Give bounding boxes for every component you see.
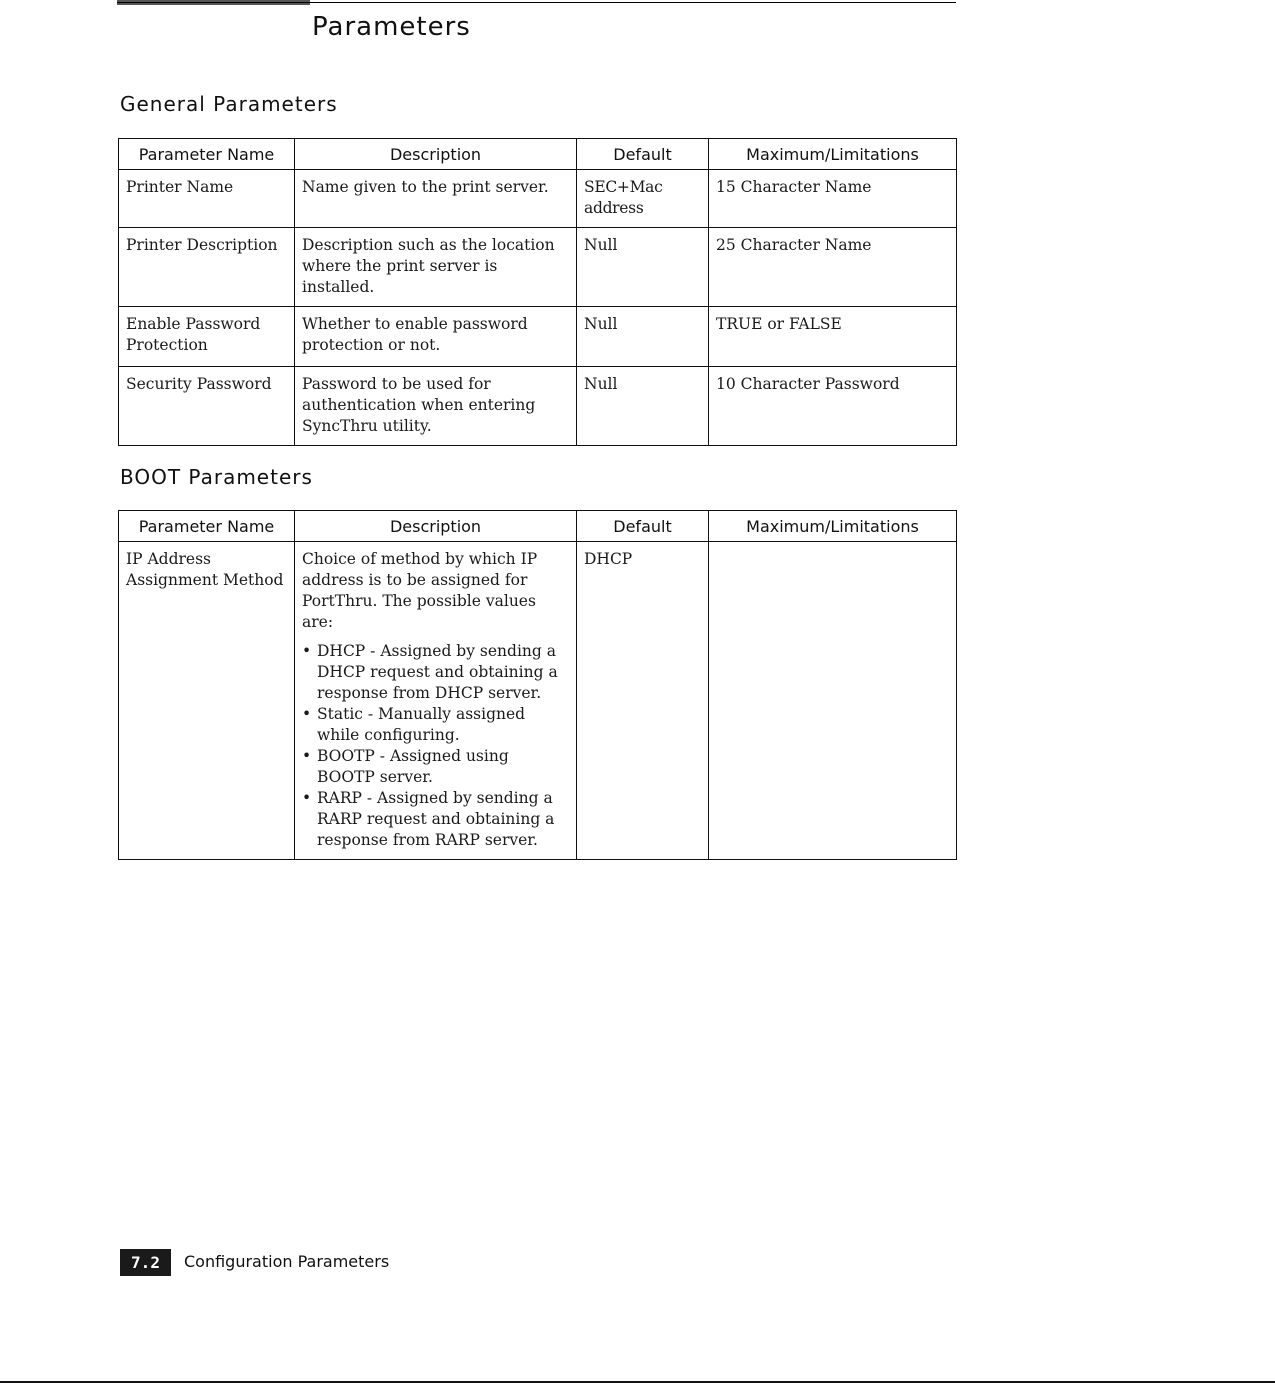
- section-number-badge: 7.2: [120, 1249, 171, 1276]
- column-header-default: Default: [577, 511, 709, 542]
- default-cell: Null: [577, 367, 709, 446]
- footer-rule: [0, 1381, 1275, 1383]
- table-row: [119, 542, 957, 860]
- footer-section-title: Configuration Parameters: [184, 1252, 390, 1271]
- parameter-name-cell: IP Address Assignment Method: [119, 542, 295, 860]
- table-header-row: [119, 139, 957, 170]
- default-cell: DHCP: [577, 542, 709, 860]
- column-header-parameter-name: Parameter Name: [119, 511, 295, 542]
- table-header-row: [119, 511, 957, 542]
- default-cell: Null: [577, 307, 709, 367]
- description-cell: [295, 542, 577, 860]
- limitations-cell: 15 Character Name: [709, 170, 957, 228]
- description-cell: Whether to enable password protection or not.: [295, 307, 577, 367]
- table-row: [119, 170, 957, 228]
- column-header-description: Description: [295, 139, 577, 170]
- parameter-name-cell: Printer Description: [119, 228, 295, 307]
- column-header-limitations: Maximum/Limitations: [709, 139, 957, 170]
- limitations-cell: 25 Character Name: [709, 228, 957, 307]
- page-title: Parameters: [312, 12, 471, 42]
- limitations-cell: [709, 542, 957, 860]
- parameter-name-cell: Security Password: [119, 367, 295, 446]
- default-cell: SEC+Mac address: [577, 170, 709, 228]
- column-header-parameter-name: Parameter Name: [119, 139, 295, 170]
- table-row: [119, 367, 957, 446]
- default-cell: Null: [577, 228, 709, 307]
- parameter-name-cell: Enable Password Protection: [119, 307, 295, 367]
- limitations-cell: 10 Character Password: [709, 367, 957, 446]
- general-parameters-heading: General Parameters: [120, 92, 338, 116]
- column-header-description: Description: [295, 511, 577, 542]
- column-header-default: Default: [577, 139, 709, 170]
- option-bootp: • BOOTP - Assigned using BOOTP server.: [302, 746, 569, 788]
- column-header-limitations: Maximum/Limitations: [709, 511, 957, 542]
- boot-parameters-heading: BOOT Parameters: [120, 465, 313, 489]
- header-rule: [117, 2, 956, 3]
- parameter-name-cell: Printer Name: [119, 170, 295, 228]
- description-cell: Password to be used for authentication when entering SyncThru utility.: [295, 367, 577, 446]
- table-row: [119, 228, 957, 307]
- option-rarp: • RARP - Assigned by sending a RARP request and obtaining a response from RARP server.: [302, 788, 569, 851]
- boot-parameters-table: [118, 510, 957, 860]
- general-parameters-table: [118, 138, 957, 446]
- option-dhcp: • DHCP - Assigned by sending a DHCP request and obtaining a response from DHCP server.: [302, 641, 569, 704]
- limitations-cell: TRUE or FALSE: [709, 307, 957, 367]
- description-text: Choice of method by which IP address is to be assigned for PortThru. The possible values are:: [302, 550, 538, 631]
- table-row: [119, 307, 957, 367]
- option-list: [302, 641, 569, 851]
- description-cell: Name given to the print server.: [295, 170, 577, 228]
- description-cell: Description such as the location where the print server is installed.: [295, 228, 577, 307]
- option-static: • Static - Manually assigned while configuring.: [302, 704, 569, 746]
